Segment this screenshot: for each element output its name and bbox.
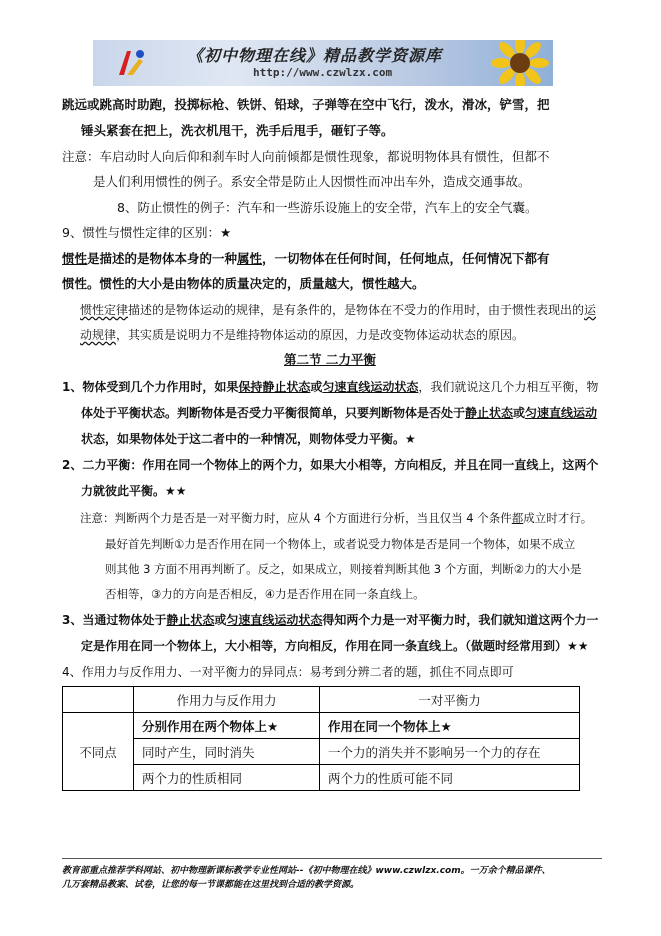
- term-static: 静止状态: [465, 406, 514, 420]
- comparison-table: [62, 686, 580, 791]
- table-corner-cell: [63, 687, 134, 713]
- term-property: 属性: [237, 251, 263, 266]
- text-span: 成立时才行。: [523, 511, 593, 525]
- text-line: [80, 327, 524, 343]
- table-cell: 两个力的性质可能不同: [320, 765, 580, 791]
- text-line: 9、惯性与惯性定律的区别：★: [62, 225, 232, 240]
- text-line: 注意：车启动时人向后仰和刹车时人向前倾都是惯性现象，都说明物体具有惯性，但都不: [62, 149, 550, 164]
- table-row: [63, 739, 580, 765]
- term-static: 静止状态: [166, 613, 215, 627]
- term-static: 保持静止状态: [238, 380, 311, 394]
- text-span: 注意：判断两个力是否是一对平衡力时，应从 4 个方面进行分析，当且仅当 4 个条件: [80, 511, 512, 525]
- text-span: 是描述的是物体本身的一种: [87, 251, 238, 266]
- term-uniform-motion: 匀速直线运动状态: [322, 380, 419, 394]
- footer-line: 教育部重点推荐学科网站、初中物理新课标教学专业性网站--《初中物理在线》www.czwlzx.com。一万余个精品课件、: [62, 866, 551, 876]
- text-line: [62, 379, 598, 395]
- banner-title: 《初中物理在线》精品教学资源库: [187, 46, 443, 65]
- text-span: 描述的是物体运动的规律，是有条件的，是物体在不受力的作用时，由于惯性表现出的: [128, 303, 585, 317]
- term-uniform-motion: 匀速直线运动: [525, 406, 598, 420]
- text-line: [62, 251, 550, 267]
- text-line: [80, 510, 592, 526]
- text-line: [62, 612, 598, 628]
- text-line: 跳远或跳高时助跑，投掷标枪、铁饼、铅球，子弹等在空中飞行，泼水，滑冰，铲雪，把: [62, 97, 550, 112]
- text-line: 是人们利用惯性的例子。系安全带是防止人因惯性而冲出车外，造成交通事故。: [93, 174, 531, 189]
- table-cell: 作用在同一个物体上★: [320, 713, 580, 739]
- text-line: 力就彼此平衡。★★: [81, 484, 187, 498]
- text-span: ，其实质是说明力不是维持物体运动的原因，力是改变物体运动状态的原因。: [116, 328, 525, 342]
- text-line: [81, 405, 597, 421]
- table-cell: 分别作用在两个物体上★: [134, 713, 320, 739]
- text-line: 2、二力平衡：作用在同一个物体上的两个力，如果大小相等，方向相反，并且在同一直线上，这两个: [62, 458, 599, 472]
- table-cell: 两个力的性质相同: [134, 765, 320, 791]
- table-header-row: [63, 687, 580, 713]
- page-footer: [62, 864, 602, 892]
- section-title: 第二节 二力平衡: [284, 352, 376, 367]
- term-inertia-law: 惯性定律: [80, 303, 129, 317]
- table-row: [63, 765, 580, 791]
- text-span: 体处于平衡状态。判断物体是否受力平衡很简单，只要判断物体是否处于: [81, 406, 466, 420]
- term-uniform-motion: 匀速直线运动状态: [226, 613, 323, 627]
- text-span: 1、物体受到几个力作用时，如果: [62, 380, 239, 394]
- table-header-cell: 一对平衡力: [320, 687, 580, 713]
- table-cell: 一个力的消失并不影响另一个力的存在: [320, 739, 580, 765]
- table-cell: 同时产生，同时消失: [134, 739, 320, 765]
- term-motion-law: 动规律: [80, 328, 117, 342]
- text-span: 或: [513, 406, 526, 420]
- text-span: 得知两个力是一对平衡力时，我们就知道这两个力一: [322, 613, 599, 627]
- footer-divider: [62, 858, 602, 859]
- text-line: 则其他 3 方面不用再判断了。反之，如果成立，则接着判断其他 3 个方面，判断②力的大小是: [105, 562, 582, 576]
- text-span: 或: [214, 613, 227, 627]
- table-header-cell: 作用力与反作用力: [134, 687, 320, 713]
- text-line: 定是作用在同一个物体上，大小相等，方向相反，作用在同一条直线上。（做题时经常用到）★★: [81, 639, 589, 653]
- text-span: 或: [310, 380, 323, 394]
- text-span: 3、当通过物体处于: [62, 613, 167, 627]
- text-line: 锤头紧套在把上，洗衣机甩干，洗手后甩手，砸钉子等。: [81, 123, 394, 138]
- text-line: 状态，如果物体处于这二者中的一种情况，则物体受力平衡。★: [81, 432, 416, 446]
- table-row-label: 不同点: [63, 713, 134, 791]
- text-line: 惯性。惯性的大小是由物体的质量决定的，质量越大，惯性越大。: [62, 276, 425, 291]
- text-line: [80, 302, 596, 318]
- text-line: 4、作用力与反作用力、一对平衡力的异同点：易考到分辨二者的题，抓住不同点即可: [62, 665, 514, 679]
- term-inertia: 惯性: [62, 251, 88, 266]
- text-span: ，一切物体在任何时间，任何地点，任何情况下都有: [262, 251, 550, 266]
- table-row: [63, 713, 580, 739]
- text-line: 否相等，③力的方向是否相反，④力是否作用在同一条直线上。: [105, 587, 425, 601]
- text-line: 8、防止惯性的例子：汽车和一些游乐设施上的安全带，汽车上的安全气囊。: [117, 200, 538, 215]
- text-line: 最好首先判断①力是否作用在同一个物体上，或者说受力物体是否是同一个物体，如果不成立: [105, 537, 576, 551]
- term-all: 都: [511, 511, 524, 525]
- term-motion: 运: [584, 303, 597, 317]
- footer-line: 几万套精品教案、试卷，让您的每一节课都能在这里找到合适的教学资源。: [62, 880, 360, 890]
- banner-url[interactable]: http://www.czwlzx.com: [253, 66, 393, 79]
- text-span: ，我们就说这几个力相互平衡，物: [418, 380, 599, 394]
